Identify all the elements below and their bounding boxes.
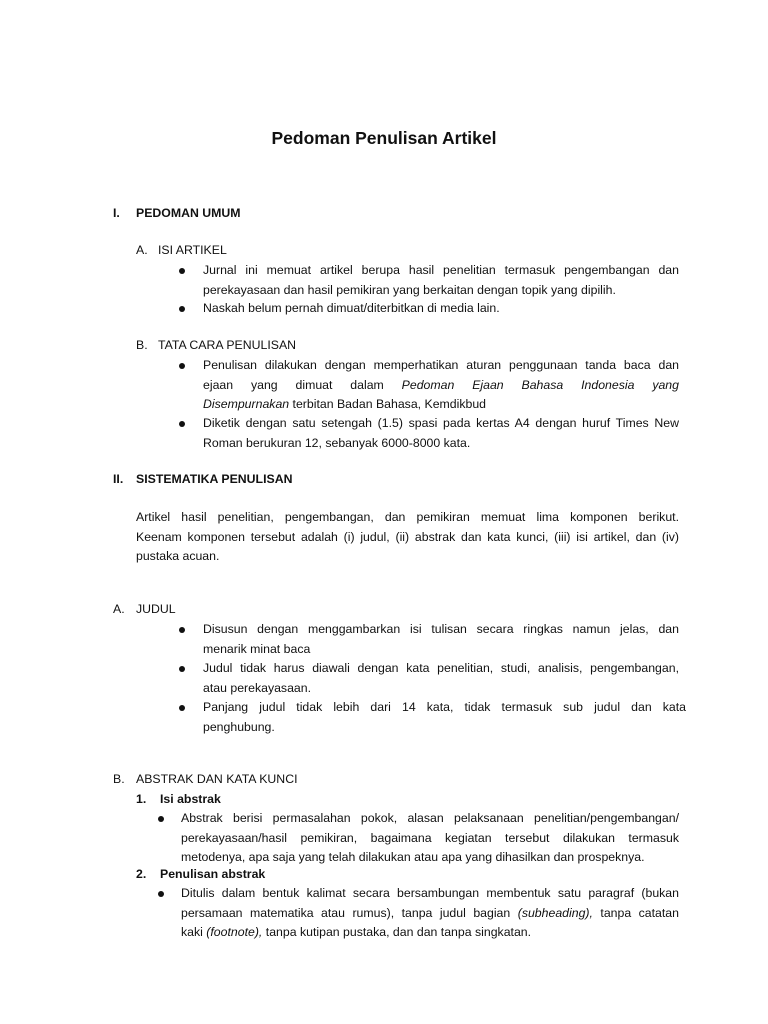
subsection-b-number: B. — [136, 338, 148, 352]
list-item: Naskah belum pernah dimuat/diterbitkan di media lain. — [203, 301, 500, 315]
bullet-icon — [158, 891, 164, 897]
bullet-icon — [179, 268, 185, 274]
item-2-heading: Penulisan abstrak — [160, 867, 266, 881]
bullet-icon — [179, 627, 185, 633]
item-1-heading: Isi abstrak — [160, 792, 221, 806]
paragraph: Artikel hasil penelitian, pengembangan, dan pemikiran memuat lima komponen berikut. Keenam komponen tersebut adalah (i) judul, (ii) abstrak dan kata kunci, (iii) isi artikel, dan (iv) pustaka acuan. — [136, 510, 679, 563]
subsection-abstrak-heading: ABSTRAK DAN KATA KUNCI — [136, 772, 298, 786]
item-2-number: 2. — [136, 867, 147, 881]
bullet-icon — [179, 421, 185, 427]
bullet-icon — [179, 363, 185, 369]
subsection-a-number: A. — [136, 243, 148, 257]
subsection-abstrak-number: B. — [113, 772, 125, 786]
list-item: Jurnal ini memuat artikel berupa hasil penelitian termasuk pengembangan dan perekayasaan dan hasil pemikiran yang berkaitan dengan topik yang dipilih. — [203, 263, 679, 297]
section-2-heading: SISTEMATIKA PENULISAN — [136, 472, 293, 486]
subsection-judul-heading: JUDUL — [136, 602, 176, 616]
section-2-number: II. — [113, 472, 124, 486]
subsection-b-heading: TATA CARA PENULISAN — [158, 338, 297, 352]
list-item: Abstrak berisi permasalahan pokok, alasan pelaksanaan penelitian/pengembangan/ perekayasaan/hasil pemikiran, bagaimana kegiatan tersebut dilakukan termasuk metodenya, apa saja yang telah dilakukan atau apa yang dihasilkan dan prospeknya. — [181, 811, 679, 864]
list-item: Penulisan dilakukan dengan memperhatikan aturan penggunaan tanda baca dan ejaan yang dimuat dalam Pedoman Ejaan Bahasa Indonesia yang Disempurnakan terbitan Badan Bahasa, Kemdikbud — [203, 358, 679, 411]
section-1-heading: PEDOMAN UMUM — [136, 206, 241, 220]
subsection-a-heading: ISI ARTIKEL — [158, 243, 227, 257]
bullet-icon — [179, 306, 185, 312]
list-item: Ditulis dalam bentuk kalimat secara bersambungan membentuk satu paragraf (bukan persamaan matematika atau rumus), tanpa judul bagian (subheading), tanpa catatan kaki (footnote), tanpa kutipan pustaka, dan dan tanpa singkatan. — [181, 886, 679, 939]
subsection-judul-number: A. — [113, 602, 125, 616]
page-title: Pedoman Penulisan Artikel — [271, 128, 497, 148]
item-1-number: 1. — [136, 792, 147, 806]
section-1-number: I. — [113, 206, 120, 220]
list-item: Panjang judul tidak lebih dari 14 kata, tidak termasuk sub judul dan kata penghubung. — [203, 700, 686, 734]
bullet-icon — [158, 816, 164, 822]
bullet-icon — [179, 705, 185, 711]
list-item: Diketik dengan satu setengah (1.5) spasi pada kertas A4 dengan huruf Times New Roman berukuran 12, sebanyak 6000-8000 kata. — [203, 416, 679, 450]
list-item: Judul tidak harus diawali dengan kata penelitian, studi, analisis, pengembangan, atau perekayasaan. — [203, 661, 679, 695]
bullet-icon — [179, 666, 185, 672]
list-item: Disusun dengan menggambarkan isi tulisan secara ringkas namun jelas, dan menarik minat baca — [203, 622, 679, 656]
